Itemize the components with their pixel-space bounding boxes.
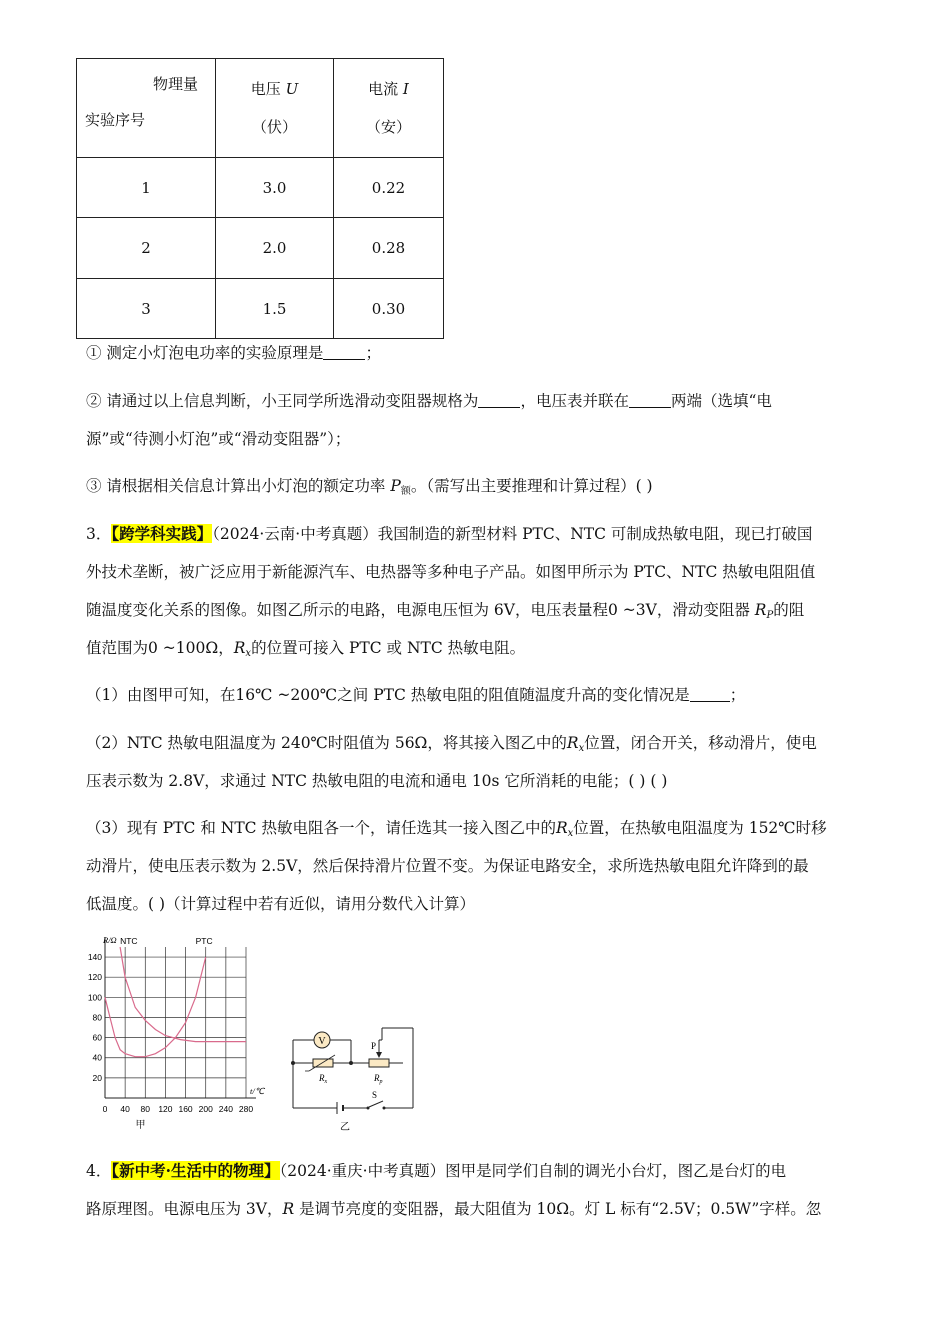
y-axis-label: R/Ω xyxy=(103,935,117,945)
current-value: 0.28 xyxy=(334,218,444,279)
sub-question-2: ② 请通过以上信息判断，小王同学所选滑动变阻器规格为 ，电压表并联在 两端（选填“电 xyxy=(86,392,772,410)
answer-blank xyxy=(690,687,730,702)
y-tick-label: 140 xyxy=(87,952,102,963)
question-3-line2: 外技术垄断，被广泛应用于新能源汽车、电热器等多种电子产品。如图甲所示为 PTC、NTC 热敏电阻阻值 xyxy=(86,563,816,581)
trial-number: 2 xyxy=(77,218,216,279)
sub-question-1: ① 测定小灯泡电功率的实验原理是 ； xyxy=(86,344,381,362)
x-tick-label: 240 xyxy=(218,1104,233,1114)
current-value: 0.30 xyxy=(334,279,444,339)
header-current: 电流 I （安） xyxy=(334,59,444,158)
header-quantity: 物理量 xyxy=(153,75,199,93)
question-3-line1: 3．【跨学科实践】（2024·云南·中考真题）我国制造的新型材料 PTC、NTC 可制成热敏电阻，现已打破国 xyxy=(86,524,813,543)
answer-blank xyxy=(323,345,365,360)
junction-dot xyxy=(291,1061,295,1065)
question-3-part3-cont1: 动滑片，使电压表示数为 2.5V，然后保持滑片位置不变。为保证电路安全，求所选热敏电阻允许降到的最 xyxy=(86,857,809,875)
switch-s xyxy=(367,1101,386,1110)
question-tag: 【新中考·生活中的物理】 xyxy=(111,1161,280,1180)
data-table xyxy=(76,58,444,339)
sub-question-2-cont: 源”或“待测小灯泡”或“滑动变阻器”）； xyxy=(86,430,351,448)
question-3-line3: 随温度变化关系的图像。如图乙所示的电路，电源电压恒为 6V，电压表量程0 ~3V，滑动变阻器 $R_P$的阻 xyxy=(86,601,805,621)
question-3-part2-cont: 压表示数为 2.8V，求通过 NTC 热敏电阻的电流和通电 10s 它所消耗的电能；( ) ( ) xyxy=(86,772,668,790)
y-tick-label: 40 xyxy=(92,1052,102,1063)
question-3-part1: （1）由图甲可知，在16℃ ~200℃之间 PTC 热敏电阻的阻值随温度升高的变化情况是 ； xyxy=(86,686,746,704)
x-tick-label: 200 xyxy=(198,1104,213,1114)
slider-p-label: P xyxy=(371,1041,377,1051)
table-row xyxy=(77,158,444,218)
circuit-caption: 乙 xyxy=(340,1122,350,1133)
y-tick-label: 20 xyxy=(92,1072,102,1083)
question-4-line1: 4．【新中考·生活中的物理】（2024·重庆·中考真题）图甲是同学们自制的调光小台灯，图乙是台灯的电 xyxy=(86,1161,787,1180)
x-axis-label: t/℃ xyxy=(250,1086,265,1096)
y-tick-label: 120 xyxy=(87,972,102,983)
answer-blank xyxy=(629,393,671,408)
voltage-value: 1.5 xyxy=(216,279,334,339)
header-voltage: 电压 U （伏） xyxy=(216,59,334,158)
table-corner-cell xyxy=(77,59,216,158)
table-row xyxy=(77,279,444,339)
x-tick-label: 0 xyxy=(102,1104,108,1114)
x-tick-label: 120 xyxy=(158,1104,173,1114)
sub-question-3: ③ 请根据相关信息计算出小灯泡的额定功率 $P_额$。（需写出主要推理和计算过程）( ) xyxy=(86,477,653,497)
question-3-part3: （3）现有 PTC 和 NTC 热敏电阻各一个，请任选其一接入图乙中的$R_x$位置，在热敏电阻温度为 152℃时移 xyxy=(86,819,827,839)
question-tag: 【跨学科实践】 xyxy=(111,524,213,543)
voltage-value: 2.0 xyxy=(216,218,334,279)
series-label-ntc: NTC xyxy=(120,936,138,946)
question-3-part2: （2）NTC 热敏电阻温度为 240℃时阻值为 56Ω，将其接入图乙中的$R_x$位置，闭合开关，移动滑片，使电 xyxy=(86,734,817,754)
table-row xyxy=(77,218,444,279)
x-tick-label: 80 xyxy=(140,1104,151,1114)
trial-number: 1 xyxy=(77,158,216,218)
y-tick-label: 100 xyxy=(87,992,102,1003)
question-3-line4: 值范围为0 ~100Ω，$R_x$的位置可接入 PTC 或 NTC 热敏电阻。 xyxy=(86,639,526,659)
circuit-diagram xyxy=(285,1020,425,1135)
junction-dot xyxy=(349,1061,353,1065)
answer-blank xyxy=(478,393,520,408)
question-4-line2: 路原理图。电源电压为 3V，R 是调节亮度的变阻器，最大阻值为 10Ω。灯 L 标有“2.5V；0.5W”字样。忽 xyxy=(86,1200,822,1218)
header-trial: 实验序号 xyxy=(85,111,146,129)
rp-label: $R_p$ xyxy=(374,1073,383,1085)
x-tick-label: 280 xyxy=(238,1104,254,1114)
rx-label: $R_x$ xyxy=(319,1073,328,1085)
battery xyxy=(337,1102,343,1114)
y-tick-label: 60 xyxy=(92,1032,102,1043)
series-line-ntc xyxy=(120,947,246,1042)
svg-text:V: V xyxy=(318,1036,326,1047)
switch-label: S xyxy=(372,1090,378,1100)
current-value: 0.22 xyxy=(334,158,444,218)
voltage-value: 3.0 xyxy=(216,158,334,218)
resistance-temperature-chart xyxy=(84,930,270,1135)
series-line-ptc xyxy=(105,957,206,1057)
x-tick-label: 160 xyxy=(178,1104,193,1114)
chart-caption: 甲 xyxy=(135,1120,146,1131)
question-3-part3-cont2: 低温度。( )（计算过程中若有近似，请用分数代入计算） xyxy=(86,895,476,913)
voltmeter xyxy=(314,1032,330,1048)
x-tick-label: 40 xyxy=(120,1104,130,1114)
series-label-ptc: PTC xyxy=(195,936,213,946)
trial-number: 3 xyxy=(77,279,216,339)
y-tick-label: 80 xyxy=(92,1012,102,1023)
